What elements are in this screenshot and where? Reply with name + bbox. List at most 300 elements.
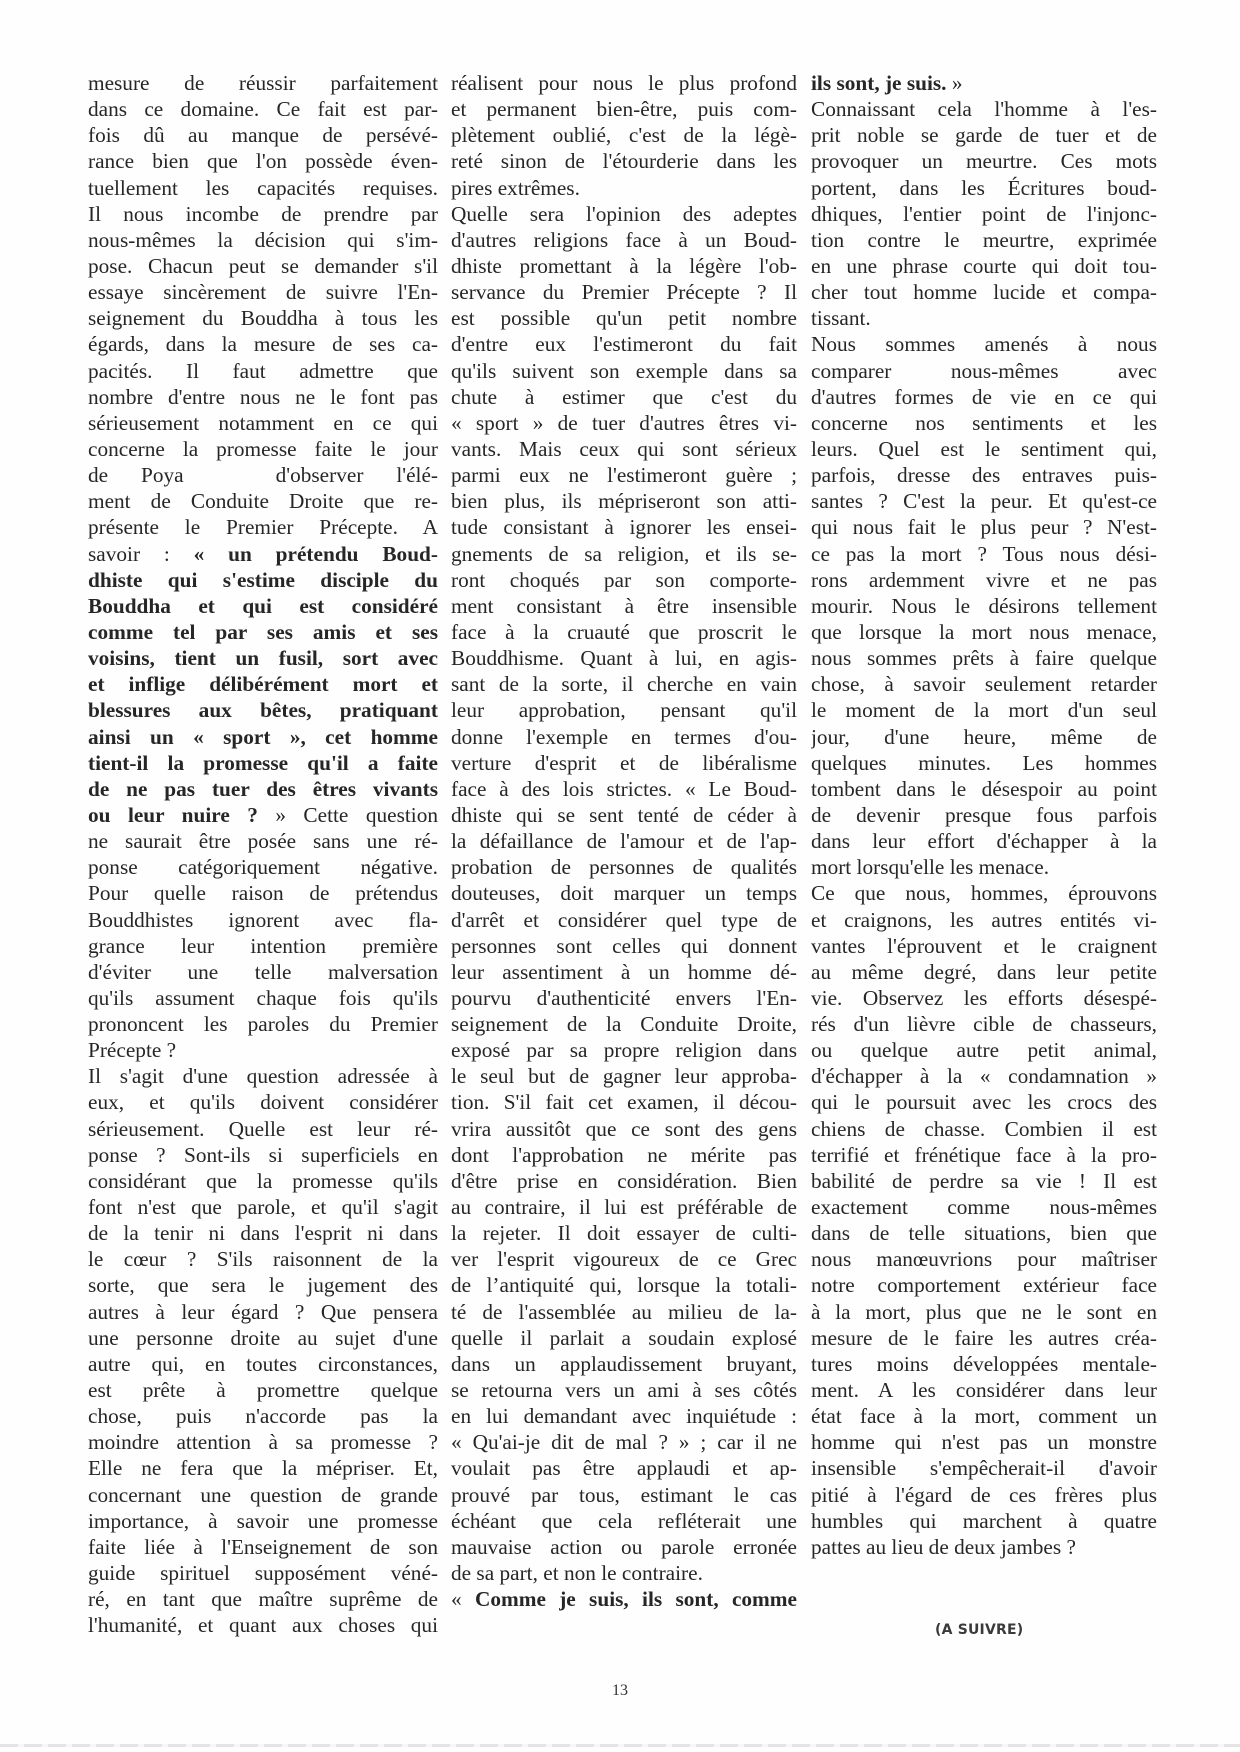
text-line: [451, 1246, 797, 1272]
text-run: chose, à savoir seulement retarder: [811, 672, 1157, 697]
text-line: [451, 488, 797, 514]
text-run: grance leur intention première: [88, 933, 438, 958]
text-line: [811, 1272, 1157, 1298]
text-line: [451, 201, 797, 227]
text-line: [451, 253, 797, 279]
text-run: face à la cruauté que proscrit le: [451, 619, 797, 644]
text-line: [811, 750, 1157, 776]
text-run: de l’antiquité qui, lorsque la totali-: [451, 1273, 797, 1298]
text-run: notre comportement extérieur face: [811, 1273, 1157, 1298]
text-run: pose. Chacun peut se demander s'il: [88, 253, 438, 278]
text-run: nombre d'entre nous ne le font pas: [88, 384, 438, 409]
text-line: [88, 1246, 438, 1272]
text-run: ment consistant à être insensible: [451, 593, 797, 618]
text-run: reté sinon de l'étourderie dans les: [451, 149, 797, 174]
text-run: de sa part, et non le contraire.: [451, 1561, 703, 1586]
text-run: bien plus, ils mépriseront son atti-: [451, 489, 797, 514]
text-run: pires extrêmes.: [451, 175, 580, 200]
text-line: [88, 96, 438, 122]
text-line: [811, 907, 1157, 933]
text-line: [451, 1142, 797, 1168]
bold-text: ainsi un « sport », cet homme: [88, 724, 438, 749]
text-line: [811, 1116, 1157, 1142]
text-line: [88, 1351, 438, 1377]
text-line: [451, 567, 797, 593]
text-run: moindre attention à sa promesse ?: [88, 1430, 438, 1455]
text-run: dans un applaudissement bruyant,: [451, 1351, 797, 1376]
text-run: quelle il parlait a soudain explosé: [451, 1325, 797, 1350]
text-run: nous-mêmes la décision qui s'im-: [88, 227, 438, 252]
text-line: [811, 1063, 1157, 1089]
text-run: insensible s'empêcherait-il d'avoir: [811, 1456, 1157, 1481]
text-run: ment. A les considérer dans leur: [811, 1378, 1157, 1403]
text-run: sant de la sorte, il cherche en vain: [451, 672, 797, 697]
text-run: pourvu d'authenticité envers l'En-: [451, 985, 797, 1010]
text-line: [88, 148, 438, 174]
text-run: tion. S'il fait cet examen, il décou-: [451, 1090, 797, 1115]
text-line: [88, 436, 438, 462]
text-line: [451, 1560, 797, 1586]
text-line: [88, 1325, 438, 1351]
text-run: dhiste qui se sent tenté de céder à: [451, 802, 797, 827]
text-run: personnes sont celles qui donnent: [451, 933, 797, 958]
text-line: [451, 593, 797, 619]
text-line: [811, 384, 1157, 410]
text-line: [811, 1194, 1157, 1220]
text-run: ver l'esprit vigoureux de ce Grec: [451, 1247, 797, 1272]
text-line: [88, 1272, 438, 1298]
text-line: [88, 1168, 438, 1194]
text-run: tion contre le meurtre, exprimée: [811, 227, 1157, 252]
text-run: concerne nos sentiments et les: [811, 410, 1157, 435]
text-line: [88, 1037, 438, 1063]
text-run: ponse ? Sont-ils si superficiels en: [88, 1142, 438, 1167]
text-line: [88, 541, 438, 567]
text-line: [88, 358, 438, 384]
text-line: [811, 514, 1157, 540]
page-number: 13: [612, 1682, 628, 1699]
text-run: «: [451, 1587, 475, 1612]
text-line: [451, 279, 797, 305]
text-line: [88, 1116, 438, 1142]
text-run: tuellement les capacités requises.: [88, 175, 438, 200]
text-run: dhiques, l'entier point de l'injonc-: [811, 201, 1157, 226]
text-line: [88, 201, 438, 227]
text-line: [451, 671, 797, 697]
text-run: servance du Premier Précepte ? Il: [451, 280, 797, 305]
text-run: et permanent bien-être, puis com-: [451, 97, 797, 122]
text-line: [451, 1534, 797, 1560]
text-run: Il nous incombe de prendre par: [88, 201, 438, 226]
text-run: gnements de sa religion, et ils se-: [451, 541, 797, 566]
text-line: [88, 1142, 438, 1168]
text-run: terrifié et frénétique face à la pro-: [811, 1142, 1157, 1167]
text-line: [451, 750, 797, 776]
text-line: [88, 488, 438, 514]
text-run: se retourna vers un ami à ses côtés: [451, 1378, 797, 1403]
text-line: [811, 724, 1157, 750]
text-line: [811, 985, 1157, 1011]
text-line: [451, 331, 797, 357]
text-run: ront choqués par son comporte-: [451, 567, 797, 592]
text-line: [451, 175, 797, 201]
text-line: [451, 645, 797, 671]
text-run: vrira aussitôt que ce sont des gens: [451, 1116, 797, 1141]
text-run: dhiste promettant à la légère l'ob-: [451, 253, 797, 278]
text-run: « sport » de tuer d'autres êtres vi-: [451, 410, 797, 435]
text-run: et craignons, les autres entités vi-: [811, 907, 1157, 932]
text-line: [811, 1037, 1157, 1063]
text-run: d'arrêt et considérer quel type de: [451, 907, 797, 932]
text-line: [451, 697, 797, 723]
bold-text: Comme je suis, ils sont, comme: [474, 1587, 797, 1612]
text-line: [451, 724, 797, 750]
bold-text: et inflige délibérément mort et: [88, 672, 438, 697]
text-line: [88, 880, 438, 906]
text-run: la défaillance de l'amour et de l'ap-: [451, 829, 797, 854]
scan-edge-artifact: [0, 1744, 1240, 1747]
text-line: [811, 1351, 1157, 1377]
text-line: [811, 541, 1157, 567]
text-line: [451, 1063, 797, 1089]
text-line: [451, 933, 797, 959]
text-run: Pour quelle raison de prétendus: [88, 881, 438, 906]
text-line: [451, 776, 797, 802]
text-line: [811, 462, 1157, 488]
text-line: [451, 358, 797, 384]
text-line: [88, 1089, 438, 1115]
text-line: [451, 436, 797, 462]
bold-text: de ne pas tuer des êtres vivants: [88, 776, 438, 801]
text-run: probation de personnes de qualités: [451, 855, 797, 880]
text-run: égards, dans la mesure de ses ca-: [88, 332, 438, 357]
text-line: [811, 1246, 1157, 1272]
text-run: humbles qui marchent à quatre: [811, 1508, 1157, 1533]
text-run: d'échapper à la « condamnation »: [811, 1064, 1157, 1089]
text-line: [811, 776, 1157, 802]
text-run: plètement oublié, c'est de la légè-: [451, 123, 797, 148]
text-line: [88, 645, 438, 671]
text-run: leur assentiment à un homme dé-: [451, 959, 797, 984]
text-line: [811, 671, 1157, 697]
text-run: ponse catégoriquement négative.: [88, 855, 438, 880]
text-line: [451, 1586, 797, 1612]
text-run: le seul but de gagner leur approba-: [451, 1064, 797, 1089]
text-line: [451, 1194, 797, 1220]
text-line: [451, 985, 797, 1011]
text-line: [811, 148, 1157, 174]
text-line: [811, 1403, 1157, 1429]
text-line: [811, 70, 1157, 96]
text-line: [88, 70, 438, 96]
text-run: à la mort, plus que ne le sont en: [811, 1299, 1157, 1324]
text-run: fois dû au manque de persévé-: [88, 123, 438, 148]
text-run: ne saurait être posée sans une ré-: [88, 829, 438, 854]
text-line: [88, 1534, 438, 1560]
text-run: prit noble se garde de tuer et de: [811, 123, 1157, 148]
text-line: [811, 619, 1157, 645]
text-run: Elle ne fera que la mépriser. Et,: [88, 1456, 438, 1481]
text-line: [451, 1011, 797, 1037]
text-run: seignement du Bouddha à tous les: [88, 306, 438, 331]
text-line: [811, 436, 1157, 462]
text-run: essaye sincèrement de suivre l'En-: [88, 280, 438, 305]
text-run: tombent dans le désespoir au point: [811, 776, 1157, 801]
text-line: [88, 1403, 438, 1429]
bold-text: tient-il la promesse qu'il a faite: [88, 750, 438, 775]
text-run: parmi eux ne l'estimeront guère ;: [451, 463, 797, 488]
text-run: babilité de perdre sa vie ! Il est: [811, 1168, 1157, 1193]
text-run: mesure de réussir parfaitement: [88, 71, 438, 95]
continued-label: (A SUIVRE): [935, 1622, 1024, 1638]
text-line: [811, 358, 1157, 384]
text-line: [811, 1377, 1157, 1403]
text-line: [451, 410, 797, 436]
text-run: dont l'approbation ne mérite pas: [451, 1142, 797, 1167]
text-line: [811, 96, 1157, 122]
text-run: mesure de le faire les autres créa-: [811, 1325, 1157, 1350]
text-line: [811, 1534, 1157, 1560]
text-line: [451, 384, 797, 410]
text-run: donne l'exemple en termes d'ou-: [451, 724, 797, 749]
text-run: ce pas la mort ? Tous nous dési-: [811, 541, 1157, 566]
text-line: [451, 1508, 797, 1534]
text-run: Nous sommes amenés à nous: [811, 332, 1157, 357]
text-run: guide spirituel supposément véné-: [88, 1561, 438, 1586]
text-line: [88, 410, 438, 436]
text-line: [88, 1299, 438, 1325]
text-line: [451, 1220, 797, 1246]
bold-text: « un prétendu Boud-: [193, 541, 438, 566]
text-run: font n'est que parole, et qu'il s'agit: [88, 1195, 438, 1220]
text-line: [451, 1429, 797, 1455]
text-run: l'humanité, et quant aux choses qui: [88, 1613, 438, 1638]
text-line: [451, 1377, 797, 1403]
text-run: sorte, que sera le jugement des: [88, 1273, 438, 1298]
text-run: au même degré, dans leur petite: [811, 959, 1157, 984]
text-column-1: [88, 70, 438, 1638]
text-line: [451, 802, 797, 828]
text-column-2: [451, 70, 797, 1612]
text-line: [811, 279, 1157, 305]
text-run: té de l'assemblée au milieu de la-: [451, 1299, 797, 1324]
text-line: [451, 1299, 797, 1325]
text-run: concernant une question de grande: [88, 1482, 438, 1507]
text-line: [811, 645, 1157, 671]
text-run: Ce que nous, hommes, éprouvons: [811, 881, 1157, 906]
text-line: [88, 331, 438, 357]
text-line: [811, 828, 1157, 854]
text-run: mourir. Nous le désirons tellement: [811, 593, 1157, 618]
text-line: [88, 122, 438, 148]
text-run: de devenir presque fous parfois: [811, 802, 1157, 827]
text-line: [811, 697, 1157, 723]
text-run: pitié à l'égard de ces frères plus: [811, 1482, 1157, 1507]
bold-text: voisins, tient un fusil, sort avec: [88, 646, 438, 671]
text-run: d'éviter une telle malversation: [88, 959, 438, 984]
text-run: quelques minutes. Les hommes: [811, 750, 1157, 775]
text-line: [811, 175, 1157, 201]
text-run: que lorsque la mort nous menace,: [811, 619, 1157, 644]
text-run: Quelle sera l'opinion des adeptes: [451, 201, 797, 226]
text-line: [88, 1482, 438, 1508]
text-run: prononcent les paroles du Premier: [88, 1012, 438, 1037]
text-line: [811, 593, 1157, 619]
text-line: [451, 619, 797, 645]
text-run: savoir :: [88, 541, 194, 566]
text-line: [88, 724, 438, 750]
text-line: [811, 854, 1157, 880]
text-run: faite liée à l'Enseignement de son: [88, 1534, 438, 1559]
text-line: [88, 514, 438, 540]
text-run: état face à la mort, comment un: [811, 1404, 1157, 1429]
text-line: [88, 175, 438, 201]
text-line: [451, 70, 797, 96]
text-run: qu'ils assument chaque fois qu'ils: [88, 985, 438, 1010]
text-run: la rejeter. Il doit essayer de culti-: [451, 1221, 797, 1246]
text-run: vantes l'éprouvent et le craignent: [811, 933, 1157, 958]
text-run: qui nous fait le plus peur ? N'est-: [811, 515, 1157, 540]
text-line: [88, 907, 438, 933]
text-run: Connaissant cela l'homme à l'es-: [811, 97, 1157, 122]
text-run: voulait pas être applaudi et ap-: [451, 1456, 797, 1481]
text-line: [88, 1586, 438, 1612]
text-line: [451, 880, 797, 906]
text-line: [88, 227, 438, 253]
text-line: [451, 305, 797, 331]
text-run: autres à leur égard ? Que pensera: [88, 1299, 438, 1324]
text-line: [451, 1089, 797, 1115]
text-line: [811, 1508, 1157, 1534]
text-line: [811, 1482, 1157, 1508]
text-line: [88, 462, 438, 488]
text-line: [88, 776, 438, 802]
text-line: [451, 462, 797, 488]
text-line: [811, 227, 1157, 253]
text-line: [451, 854, 797, 880]
text-run: vie. Observez les efforts désespé-: [811, 985, 1157, 1010]
text-run: sérieusement. Quelle est leur ré-: [88, 1116, 438, 1141]
text-line: [88, 1377, 438, 1403]
text-run: importance, à savoir une promesse: [88, 1508, 438, 1533]
text-line: [88, 828, 438, 854]
text-run: de la tenir ni dans l'esprit ni dans: [88, 1221, 438, 1246]
text-line: [811, 331, 1157, 357]
text-run: une personne droite au sujet d'une: [88, 1325, 438, 1350]
text-run: portent, dans les Écritures boud-: [811, 175, 1157, 200]
text-run: échéant que cela refléterait une: [451, 1508, 797, 1533]
text-run: le cœur ? S'ils raisonnent de la: [88, 1247, 438, 1272]
text-run: dans leur effort d'échapper à la: [811, 829, 1157, 854]
text-line: [88, 619, 438, 645]
text-line: [451, 541, 797, 567]
text-line: [88, 802, 438, 828]
text-run: » Cette question: [257, 802, 438, 827]
text-line: [811, 1299, 1157, 1325]
text-run: eux, et qu'ils doivent considérer: [88, 1090, 438, 1115]
text-line: [451, 122, 797, 148]
text-run: rés d'un lièvre cible de chasseurs,: [811, 1012, 1157, 1037]
text-line: [88, 750, 438, 776]
text-line: [451, 959, 797, 985]
bold-text: dhiste qui s'estime disciple du: [88, 567, 438, 592]
text-run: provoquer un meurtre. Ces mots: [811, 149, 1157, 174]
text-line: [811, 1142, 1157, 1168]
text-run: le moment de la mort d'un seul: [811, 698, 1157, 723]
bold-text: blessures aux bêtes, pratiquant: [88, 698, 438, 723]
text-line: [88, 1612, 438, 1638]
text-line: [88, 854, 438, 880]
text-run: prouvé par tous, estimant le cas: [451, 1482, 797, 1507]
text-line: [88, 1220, 438, 1246]
text-run: Précepte ?: [88, 1038, 177, 1063]
text-run: d'observer l'élé-: [275, 463, 438, 488]
text-run: présente le Premier Précepte. A: [88, 515, 438, 540]
text-run: face à des lois strictes. « Le Boud-: [451, 776, 797, 801]
text-line: [88, 671, 438, 697]
text-run: au contraire, il lui est préférable de: [451, 1195, 797, 1220]
text-line: [451, 1116, 797, 1142]
text-run: parfois, dresse des entraves puis-: [811, 463, 1157, 488]
text-line: [811, 488, 1157, 514]
text-run: homme qui n'est pas un monstre: [811, 1430, 1157, 1455]
text-run: Il s'agit d'une question adressée à: [88, 1064, 438, 1089]
text-line: [88, 253, 438, 279]
text-line: [451, 1325, 797, 1351]
text-run: dans ce domaine. Ce fait est par-: [88, 97, 438, 122]
text-line: [451, 907, 797, 933]
text-line: [88, 593, 438, 619]
text-line: [88, 985, 438, 1011]
text-line: [811, 1089, 1157, 1115]
text-line: [811, 802, 1157, 828]
text-run: »: [946, 71, 963, 95]
text-run: nous sommes prêts à faire quelque: [811, 646, 1157, 671]
text-line: [88, 384, 438, 410]
text-run: dans de telle situations, bien que: [811, 1221, 1157, 1246]
text-run: leurs. Quel est le sentiment qui,: [811, 436, 1157, 461]
text-run: est possible qu'un petit nombre: [451, 306, 797, 331]
text-run: rance bien que l'on possède éven-: [88, 149, 438, 174]
text-run: rons ardemment vivre et ne pas: [811, 567, 1157, 592]
text-line: [88, 1194, 438, 1220]
text-run: d'être prise en considération. Bien: [451, 1168, 797, 1193]
text-run: tures moins développées mentale-: [811, 1351, 1157, 1376]
text-line: [811, 201, 1157, 227]
text-run: considérant que la promesse qu'ils: [88, 1168, 438, 1193]
text-line: [88, 959, 438, 985]
text-line: [811, 1011, 1157, 1037]
text-line: [811, 1168, 1157, 1194]
bold-text: comme tel par ses amis et ses: [88, 619, 438, 644]
text-line: [88, 1508, 438, 1534]
text-line: [88, 305, 438, 331]
text-run: en lui demandant avec inquiétude :: [451, 1404, 797, 1429]
text-run: Bouddhistes ignorent avec fla-: [88, 907, 438, 932]
text-line: [811, 1220, 1157, 1246]
text-run: « Qu'ai-je dit de mal ? » ; car il ne: [451, 1430, 797, 1455]
text-run: cher tout homme lucide et compa-: [811, 280, 1157, 305]
text-line: [451, 227, 797, 253]
text-run: ré, en tant que maître suprême de: [88, 1587, 438, 1612]
text-run: tissant.: [811, 306, 871, 331]
text-line: [451, 1168, 797, 1194]
text-line: [811, 1429, 1157, 1455]
text-run: exactement comme nous-mêmes: [811, 1195, 1157, 1220]
text-run: chute à estimer que c'est du: [451, 384, 797, 409]
text-line: [451, 1482, 797, 1508]
text-run: réalisent pour nous le plus profond: [451, 71, 797, 95]
